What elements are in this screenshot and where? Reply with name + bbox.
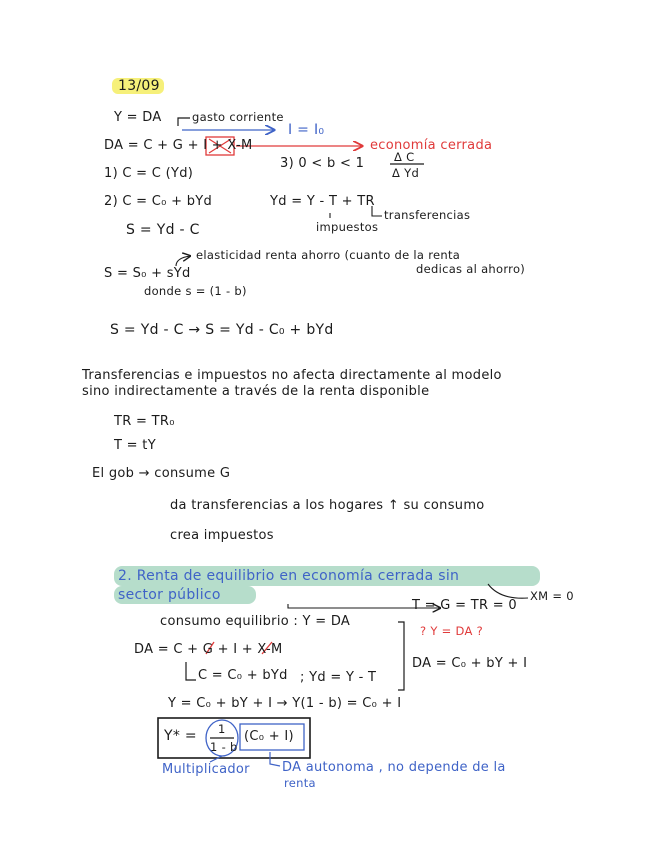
eq-t: T = tY [114,438,156,453]
frac2-num: 1 [218,722,226,736]
eq-da-3: DA = C₀ + bY + I [412,656,528,671]
y-star: Y* = [164,728,197,744]
c-bracket [186,662,196,680]
eq-yd: Yd = Y - T + TR [270,194,375,209]
eq-donde: donde s = (1 - b) [144,284,247,298]
eq-s1: S = Yd - C [126,222,200,238]
eq-s3: S = Yd - C → S = Yd - C₀ + bYd [110,322,334,338]
note-impuestos: impuestos [316,220,379,234]
eq-i: I = I₀ [288,122,325,138]
eq-xm0: XM = 0 [530,589,574,603]
note-economia-cerrada: economía cerrada [370,138,493,153]
gob-line-3: crea impuestos [170,528,274,543]
eq-c: C = C₀ + bYd [198,668,288,683]
gob-line-2: da transferencias a los hogares ↑ su consumo [170,498,485,513]
note-gasto-corriente: gasto corriente [192,110,284,124]
note-elasticidad-2: dedicas al ahorro) [416,262,526,276]
eq-s2: S = S₀ + sYd [104,266,191,281]
eq-da-2: DA = C + G + I + X-M [134,642,283,657]
paren-c0-i: (C₀ + I) [244,729,294,744]
section-title: 2. Renta de equilibrio en economía cerrada sin [118,568,460,584]
item-1: 1) C = C (Yd) [104,166,194,181]
question-y-da: ? Y = DA ? [420,624,484,638]
para1-line2: sino indirectamente a través de la renta disponible [82,384,430,399]
right-brace [398,622,404,690]
frac-num: Δ C [394,150,415,164]
note-transferencias: transferencias [384,208,471,222]
note-elasticidad: elasticidad renta ahorro (cuanto de la renta [196,248,461,262]
eq-y-da: Y = DA [114,110,162,125]
frac2-den: 1 - b [210,740,238,754]
c0i-brace [270,752,280,766]
elasticidad-arrow [176,256,190,266]
label-multiplicador: Multiplicador [162,762,250,777]
item-3: 3) 0 < b < 1 [280,156,365,171]
section-title-2: sector público [118,587,221,603]
eq-y: Y = C₀ + bY + I → Y(1 - b) = C₀ + I [168,696,402,711]
xm0-curve [488,584,528,598]
consumo-equilibrio: consumo equilibrio : Y = DA [160,614,351,629]
label-da-autonoma: DA autonoma , no depende de la [282,760,506,775]
gob-line: El gob → consume G [92,466,231,481]
date: 13/09 [118,78,160,94]
para1-line1: Transferencias e impuestos no afecta directamente al modelo [82,368,502,383]
frac-den: Δ Yd [392,166,420,180]
label-renta: renta [284,776,316,790]
item-2: 2) C = C₀ + bYd [104,194,213,209]
tg-bracket [288,604,410,608]
eq-da: DA = C + G + I + X-M [104,138,253,153]
eq-tr: TR = TR₀ [114,414,175,429]
eq-yd-2: ; Yd = Y - T [300,670,377,685]
eq-t-g-tr: T = G = TR = 0 [412,598,517,613]
gasto-bracket [178,118,190,126]
